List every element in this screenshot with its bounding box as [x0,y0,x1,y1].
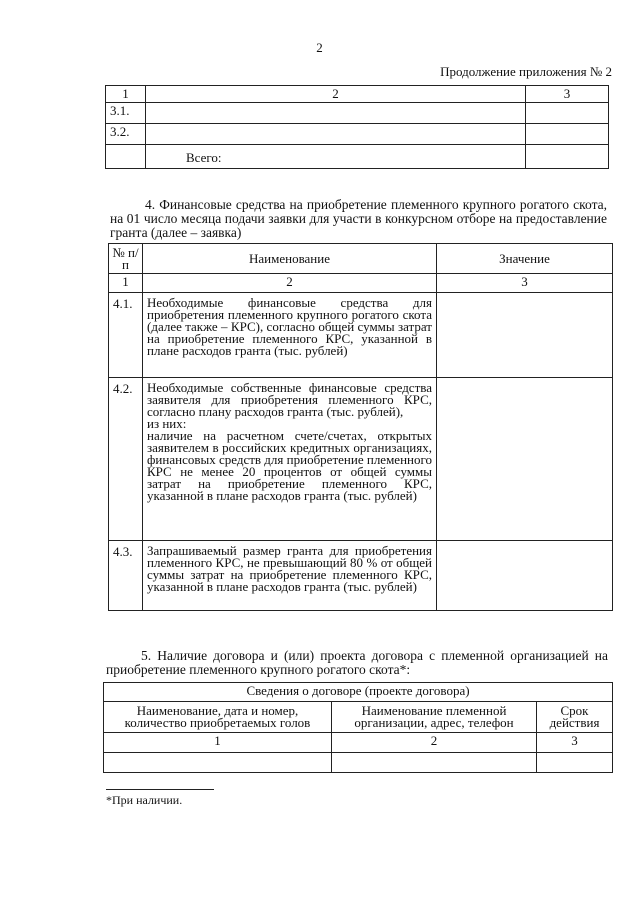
row-num: 4.2. [109,378,143,541]
table-row [106,103,609,124]
row-text: Необходимые собственные финансовые средства заявителя для приобретения племенного КРС, согласно плану расходов гранта (тыс. рублей), [147,380,432,419]
table-row [109,293,613,378]
row-value [526,145,609,169]
row-name [146,124,526,145]
table-colnum-row [104,733,613,753]
row-sub-label: из них: [147,416,187,431]
header-value: Значение [437,244,613,274]
table-section4 [108,243,613,611]
section5-heading: 5. Наличие договора и (или) проекта договора с племенной организацией на приобретение племенного крупного рогатого скота*: [106,648,608,677]
section4-heading: 4. Финансовые средства на приобретение племенного крупного рогатого скота, на 01 число месяца подачи заявки для участи в конкурсном отборе на предоставление гранта (далее – заявка) [110,197,607,240]
cell-contract [104,753,332,773]
col-number-2: 2 [146,86,526,103]
col-number-1: 1 [109,274,143,293]
row-num [106,145,146,169]
total-label: Всего: [146,145,526,169]
continuation-label: Продолжение приложения № 2 [440,64,612,79]
header-term: Срок действия [537,702,613,733]
table-header-row [106,86,609,103]
row-num: 3.1. [106,103,146,124]
row-value [437,378,613,541]
col-number-2: 2 [332,733,537,753]
row-text: Необходимые финансовые средства для приобретения племенного крупного рогатого скота (далее также – КРС), согласно общей суммы затрат на приобретение племенного КРС, указанной в плане расходов гранта (тыс. рублей) [143,293,437,378]
col-number-3: 3 [526,86,609,103]
col-number-3: 3 [437,274,613,293]
row-sub-text: наличие на расчетном счете/счетах, открытых заявителем в российских кредитных организациях, финансовых средств для приобретение племенного КРС не менее 20 процентов от общей суммы затрат на приобретение племенного КРС, указанной в плане расходов гранта (тыс. рублей) [147,428,432,503]
row-value [526,103,609,124]
row-text: Запрашиваемый размер гранта для приобретения племенного КРС, не превышающий 80 % от общей суммы затрат на приобретение племенного КРС, указанной в плане расходов гранта (тыс. рублей) [143,541,437,611]
group-header: Сведения о договоре (проекте договора) [104,683,613,702]
row-num: 4.1. [109,293,143,378]
row-value [526,124,609,145]
table-row [106,124,609,145]
col-number-2: 2 [143,274,437,293]
table-total-row [106,145,609,169]
row-text-group [143,378,437,541]
footnote: *При наличии. [106,793,183,807]
header-name: Наименование [143,244,437,274]
cell-organization [332,753,537,773]
page-number: 2 [316,40,323,55]
table-row [109,541,613,611]
row-value [437,293,613,378]
table-section3 [105,85,609,169]
row-num: 3.2. [106,124,146,145]
row-num: 4.3. [109,541,143,611]
header-organization: Наименование племенной организации, адрес, телефон [332,702,537,733]
row-name [146,103,526,124]
col-number-3: 3 [537,733,613,753]
table-row [104,753,613,773]
header-num: № п/п [109,244,143,274]
col-number-1: 1 [104,733,332,753]
cell-term [537,753,613,773]
header-contract: Наименование, дата и номер, количество приобретаемых голов [104,702,332,733]
col-number-1: 1 [106,86,146,103]
table-header-row [109,244,613,274]
table-section5 [103,682,613,773]
table-colnum-row [109,274,613,293]
footnote-separator [106,789,214,790]
row-value [437,541,613,611]
table-header-row [104,702,613,733]
table-group-header-row [104,683,613,702]
table-row [109,378,613,541]
